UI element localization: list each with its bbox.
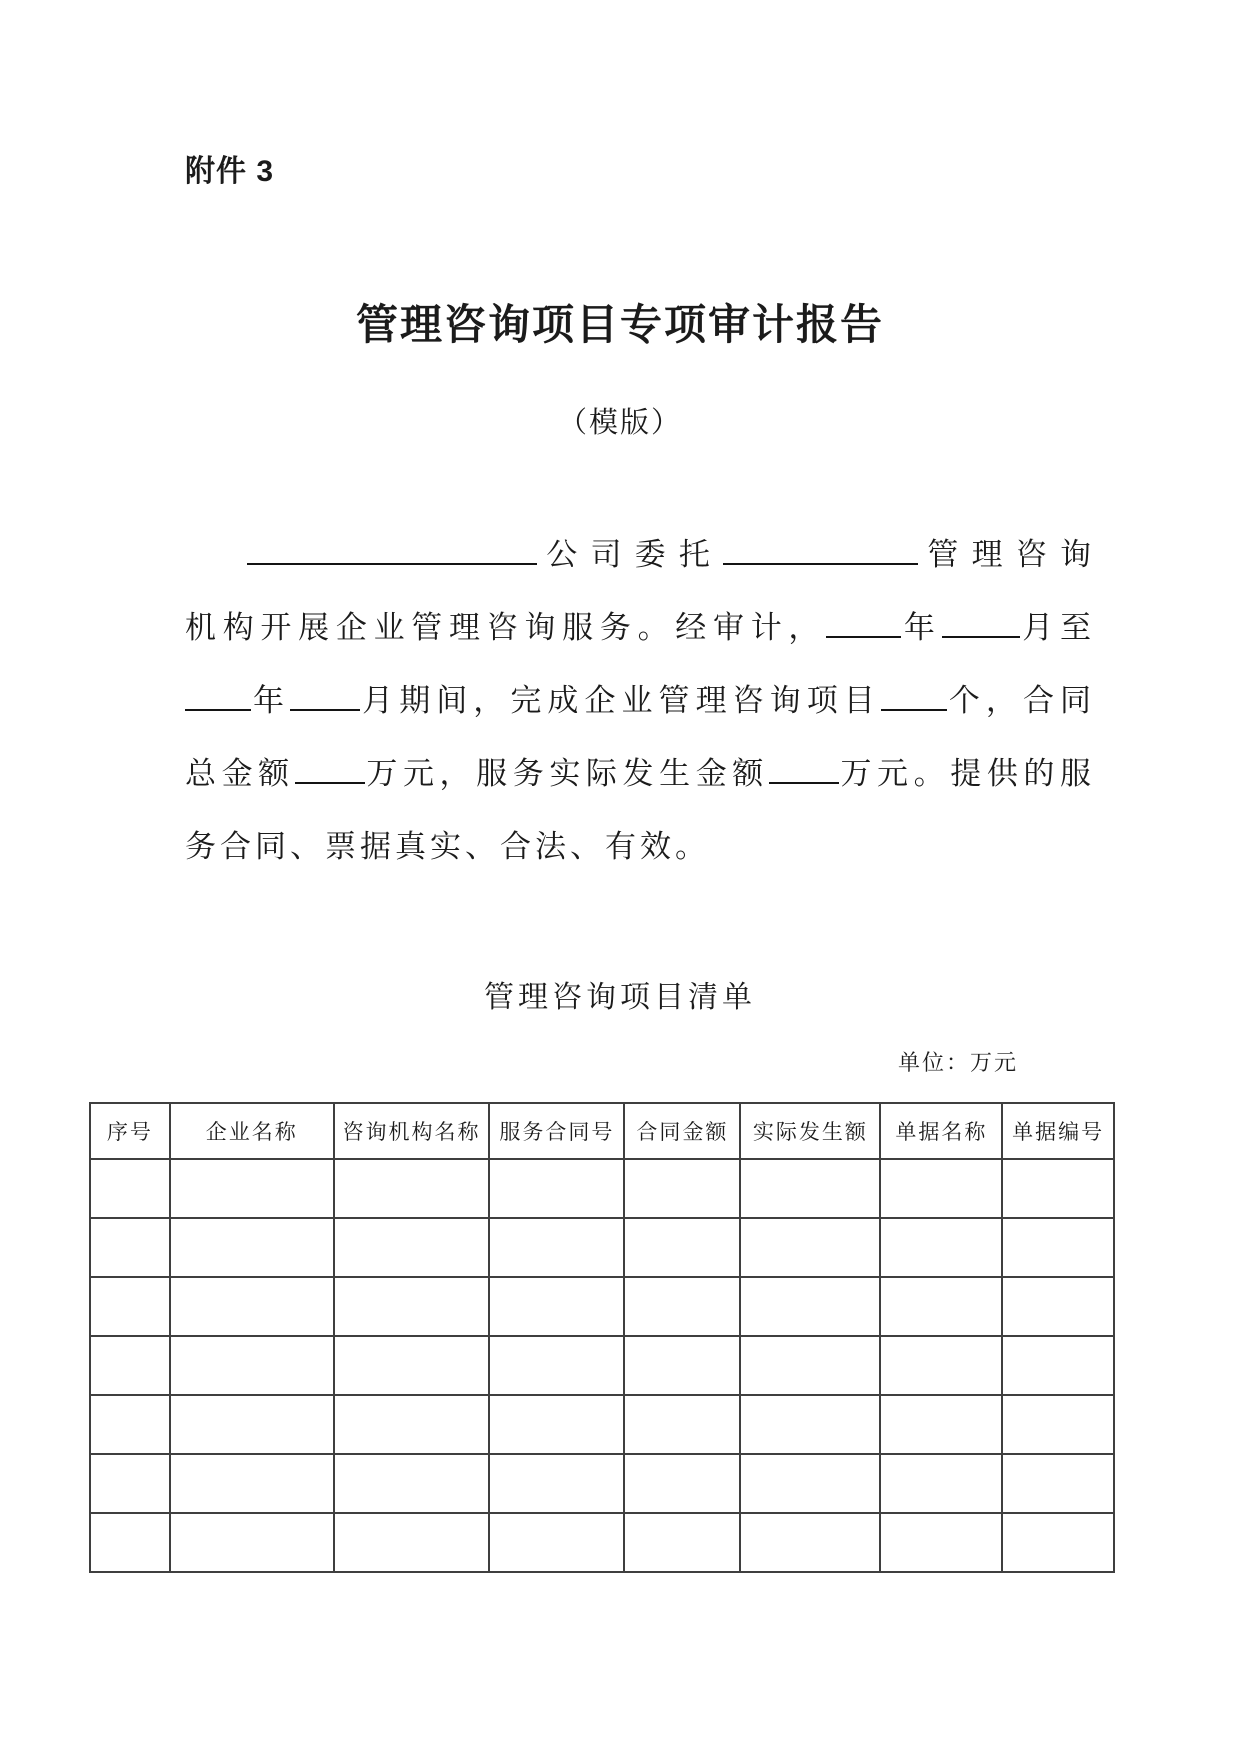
table-cell xyxy=(624,1513,740,1572)
paragraph-text: 个，合同 xyxy=(946,683,1096,718)
table-cell xyxy=(880,1395,1002,1454)
table-cell xyxy=(489,1395,624,1454)
document-title: 管理咨询项目专项审计报告 xyxy=(355,301,884,348)
table-cell xyxy=(489,1454,624,1513)
fill-in-blank xyxy=(881,703,947,711)
table-row xyxy=(90,1513,1114,1572)
document-subtitle: （模版） xyxy=(557,407,682,439)
table-cell xyxy=(880,1513,1002,1572)
fill-in-blank xyxy=(290,703,360,711)
table-cell xyxy=(170,1159,334,1218)
table-cell xyxy=(90,1218,170,1277)
table-cell xyxy=(489,1159,624,1218)
table-cell xyxy=(170,1336,334,1395)
fill-in-blank xyxy=(247,557,537,565)
paragraph-text: 机构开展企业管理咨询服务。经审计， xyxy=(185,610,827,645)
table-cell xyxy=(489,1218,624,1277)
table-body xyxy=(90,1159,1114,1572)
table-cell xyxy=(1002,1159,1114,1218)
table-cell xyxy=(170,1454,334,1513)
table-row xyxy=(90,1454,1114,1513)
table-row xyxy=(90,1395,1114,1454)
table-header-cell: 咨询机构名称 xyxy=(334,1103,490,1159)
table-cell xyxy=(880,1159,1002,1218)
table-cell xyxy=(170,1395,334,1454)
body-paragraph xyxy=(185,518,1095,883)
unit-label: 单位：万元 xyxy=(897,1050,1018,1075)
paragraph-text: 月至 xyxy=(1019,610,1096,645)
table-cell xyxy=(624,1277,740,1336)
table-header-cell: 单据编号 xyxy=(1002,1103,1114,1159)
table-header-cell: 合同金额 xyxy=(624,1103,740,1159)
table-cell xyxy=(489,1336,624,1395)
table-cell xyxy=(740,1395,880,1454)
table-row xyxy=(90,1218,1114,1277)
paragraph-text: 务合同、票据真实、合法、有效。 xyxy=(185,829,710,864)
paragraph-text: 年 xyxy=(251,683,291,718)
table-cell xyxy=(489,1513,624,1572)
table-cell xyxy=(740,1513,880,1572)
table-cell xyxy=(90,1277,170,1336)
table-cell xyxy=(334,1218,490,1277)
paragraph-line xyxy=(185,664,1095,737)
table-cell xyxy=(1002,1513,1114,1572)
table-cell xyxy=(624,1159,740,1218)
table-cell xyxy=(740,1336,880,1395)
paragraph-text: 年 xyxy=(901,610,942,645)
table-header-cell: 企业名称 xyxy=(170,1103,334,1159)
fill-in-blank xyxy=(185,703,251,711)
table-cell xyxy=(334,1454,490,1513)
attachment-label: 附件 3 xyxy=(185,155,275,188)
table-cell xyxy=(624,1395,740,1454)
table-cell xyxy=(624,1336,740,1395)
table-cell xyxy=(1002,1454,1114,1513)
table-cell xyxy=(170,1218,334,1277)
paragraph-text: 月期间，完成企业管理咨询项目 xyxy=(360,683,881,718)
table-cell xyxy=(880,1218,1002,1277)
list-title: 管理咨询项目清单 xyxy=(484,981,756,1014)
table-header-cell: 单据名称 xyxy=(880,1103,1002,1159)
paragraph-text: 管理咨询 xyxy=(918,537,1096,572)
fill-in-blank xyxy=(723,557,918,565)
table-cell xyxy=(1002,1395,1114,1454)
table-header-row xyxy=(90,1103,1114,1159)
table-cell xyxy=(880,1454,1002,1513)
fill-in-blank xyxy=(826,630,901,638)
table-cell xyxy=(489,1277,624,1336)
fill-in-blank xyxy=(769,776,839,784)
paragraph-text: 总金额 xyxy=(185,756,295,791)
fill-in-blank xyxy=(295,776,365,784)
table-header-cell: 序号 xyxy=(90,1103,170,1159)
table-cell xyxy=(1002,1336,1114,1395)
table-row xyxy=(90,1277,1114,1336)
table-cell xyxy=(740,1218,880,1277)
paragraph-text: 万元，服务实际发生金额 xyxy=(364,756,769,791)
paragraph-text: 公司委托 xyxy=(537,537,724,572)
table-row xyxy=(90,1159,1114,1218)
table-cell xyxy=(740,1454,880,1513)
table-cell xyxy=(334,1277,490,1336)
paragraph-line xyxy=(185,518,1095,591)
table-cell xyxy=(1002,1218,1114,1277)
table-cell xyxy=(624,1218,740,1277)
table-header-cell: 实际发生额 xyxy=(740,1103,880,1159)
table-cell xyxy=(90,1395,170,1454)
table-cell xyxy=(880,1336,1002,1395)
table-header-cell: 服务合同号 xyxy=(489,1103,624,1159)
table-cell xyxy=(170,1277,334,1336)
table-cell xyxy=(334,1395,490,1454)
table-cell xyxy=(90,1159,170,1218)
table-cell xyxy=(170,1513,334,1572)
table-cell xyxy=(90,1454,170,1513)
table-row xyxy=(90,1336,1114,1395)
table-cell xyxy=(334,1159,490,1218)
projects-table xyxy=(89,1102,1115,1573)
paragraph-line xyxy=(185,737,1095,810)
table-cell xyxy=(90,1513,170,1572)
paragraph-line xyxy=(185,810,1095,883)
table-cell xyxy=(90,1336,170,1395)
table-cell xyxy=(1002,1277,1114,1336)
paragraph-text: 万元。提供的服 xyxy=(838,756,1096,791)
table-cell xyxy=(740,1277,880,1336)
table-cell xyxy=(334,1513,490,1572)
table-cell xyxy=(624,1454,740,1513)
table-head xyxy=(90,1103,1114,1159)
table-cell xyxy=(880,1277,1002,1336)
table-cell xyxy=(740,1159,880,1218)
fill-in-blank xyxy=(942,630,1020,638)
table-cell xyxy=(334,1336,490,1395)
paragraph-line xyxy=(185,591,1095,664)
